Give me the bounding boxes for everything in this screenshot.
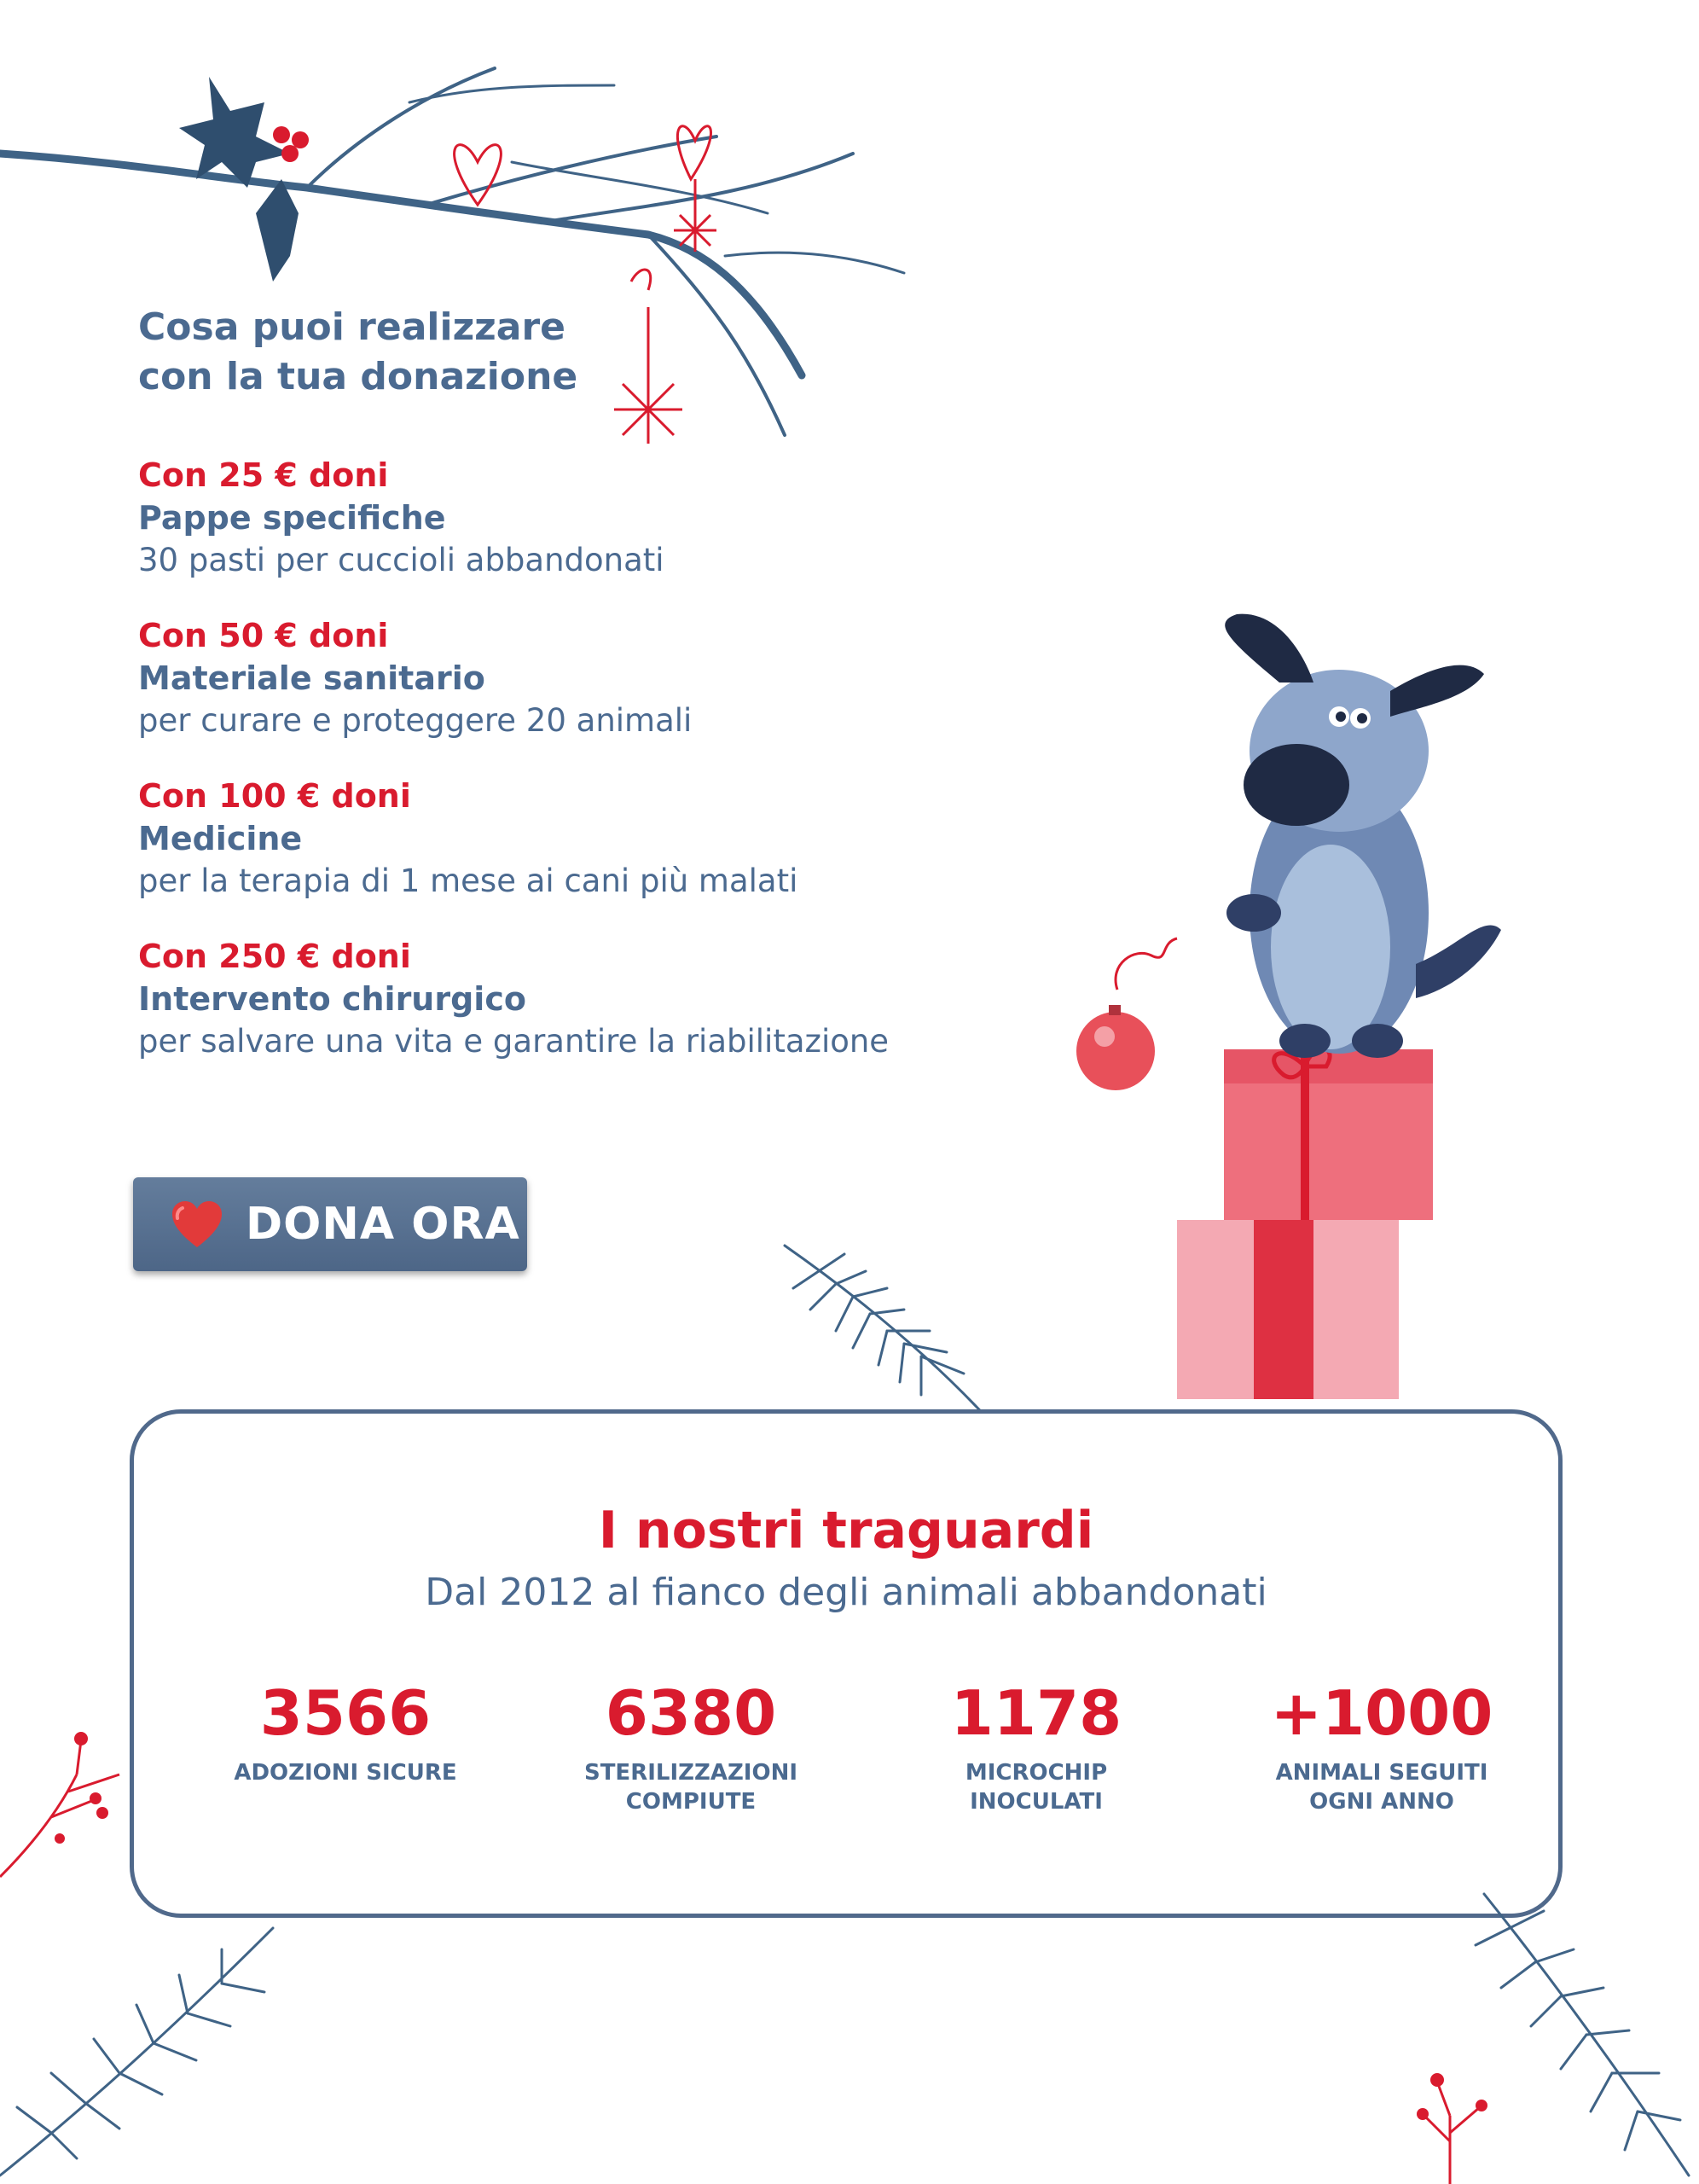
donation-heading	[138, 303, 667, 402]
stat-label: STERILIZZAZIONI COMPIUTE	[583, 1760, 798, 1815]
stat-microchips	[874, 1676, 1198, 1816]
holly-branch-illustration	[0, 34, 938, 478]
tier-amount: Con 50 € doni	[138, 617, 389, 654]
red-berries-illustration	[0, 1723, 136, 1911]
tier-description: 30 pasti per cuccioli abbandonati	[138, 542, 664, 578]
red-berries-illustration	[1399, 2065, 1501, 2184]
stat-value: +1000	[1270, 1677, 1493, 1749]
donation-tier	[138, 935, 991, 1095]
stat-value: 6380	[605, 1677, 777, 1749]
stat-label: ANIMALI SEGUITI OGNI ANNO	[1275, 1760, 1488, 1815]
donation-heading-line-2: con la tua donazione	[138, 355, 578, 398]
tier-amount: Con 250 € doni	[138, 938, 411, 975]
pine-branch-illustration	[768, 1237, 1041, 1425]
achievements-card	[130, 1409, 1563, 1918]
stat-label: ADOZIONI SICURE	[234, 1760, 457, 1786]
tier-amount: Con 25 € doni	[138, 456, 389, 494]
donation-heading-line-1: Cosa puoi realizzare	[138, 305, 566, 349]
donate-now-label: DONA ORA	[246, 1199, 520, 1250]
dog-on-gifts-illustration	[1058, 606, 1535, 1425]
tier-item: Pappe specifiche	[138, 499, 446, 537]
tier-item: Intervento chirurgico	[138, 980, 526, 1018]
pine-branch-illustration	[0, 1902, 307, 2184]
tier-description: per curare e proteggere 20 animali	[138, 702, 693, 739]
stat-sterilizations	[529, 1676, 853, 1816]
stat-value: 1178	[950, 1677, 1122, 1749]
donation-tiers	[138, 454, 991, 1095]
donate-now-button[interactable]	[133, 1177, 527, 1271]
tier-item: Materiale sanitario	[138, 659, 485, 697]
stat-animals-followed	[1220, 1676, 1544, 1816]
stat-value: 3566	[259, 1677, 432, 1749]
tier-item: Medicine	[138, 820, 303, 857]
stat-label: MICROCHIP INOCULATI	[965, 1760, 1108, 1815]
achievements-title: I nostri traguardi	[598, 1501, 1094, 1560]
achievements-subtitle: Dal 2012 al fianco degli animali abbandonati	[425, 1571, 1267, 1614]
heart-icon	[171, 1199, 223, 1249]
donation-tier	[138, 614, 991, 775]
tier-description: per salvare una vita e garantire la riabilitazione	[138, 1023, 890, 1060]
tier-amount: Con 100 € doni	[138, 777, 411, 815]
tier-description: per la terapia di 1 mese ai cani più malati	[138, 863, 798, 899]
stat-adoptions	[183, 1676, 507, 1787]
donation-tier	[138, 454, 991, 614]
donation-tier	[138, 775, 991, 935]
